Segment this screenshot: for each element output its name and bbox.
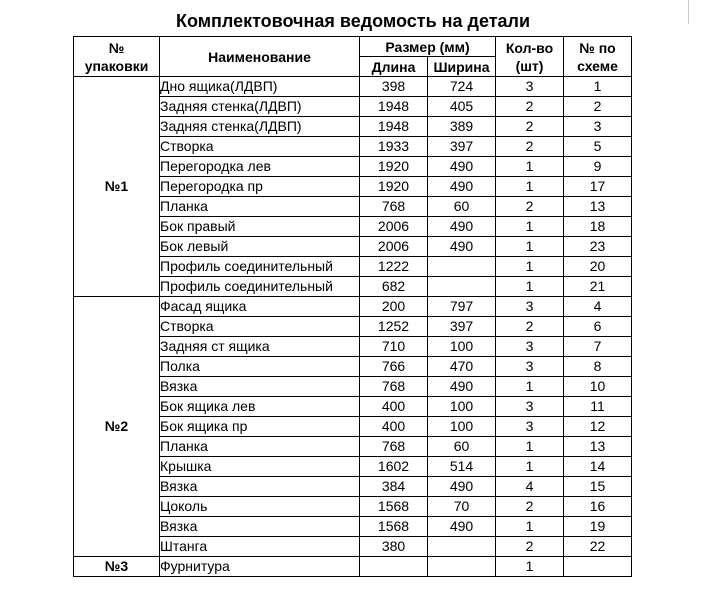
part-width: 100 [428,397,496,417]
part-name: Цоколь [160,497,360,517]
part-length: 682 [360,277,428,297]
pack-number: №1 [74,77,160,297]
part-length: 384 [360,477,428,497]
part-name: Задняя ст ящика [160,337,360,357]
scheme-number: 17 [564,177,632,197]
page-edge-line [688,0,689,24]
part-length: 710 [360,337,428,357]
part-name: Задняя стенка(ЛДВП) [160,97,360,117]
part-quantity: 1 [496,257,564,277]
part-name: Профиль соединительный [160,257,360,277]
scheme-number: 18 [564,217,632,237]
part-length: 2006 [360,217,428,237]
part-width: 490 [428,217,496,237]
part-quantity: 3 [496,337,564,357]
part-quantity: 3 [496,417,564,437]
part-width: 70 [428,497,496,517]
table-row [74,297,632,317]
part-quantity: 1 [496,217,564,237]
header-qty-line2: (шт) [515,57,544,74]
part-length: 768 [360,197,428,217]
header-name: Наименование [160,37,360,77]
part-name: Планка [160,197,360,217]
scheme-number: 19 [564,517,632,537]
pack-number: №3 [74,557,160,577]
part-quantity: 2 [496,197,564,217]
scheme-number: 13 [564,437,632,457]
part-length: 768 [360,377,428,397]
scheme-number: 4 [564,297,632,317]
part-name: Бок правый [160,217,360,237]
part-width: 724 [428,77,496,97]
part-name: Задняя стенка(ЛДВП) [160,117,360,137]
part-quantity: 1 [496,557,564,577]
scheme-number: 2 [564,97,632,117]
header-scheme-line1: № по [579,39,616,56]
part-name: Створка [160,137,360,157]
part-name: Вязка [160,377,360,397]
part-width [428,257,496,277]
part-length: 1568 [360,497,428,517]
header-pack-line2: упаковки [84,57,149,74]
scheme-number: 6 [564,317,632,337]
part-name: Дно ящика(ЛДВП) [160,77,360,97]
scheme-number: 11 [564,397,632,417]
part-quantity: 2 [496,117,564,137]
part-length [360,557,428,577]
part-width: 100 [428,417,496,437]
scheme-number: 7 [564,337,632,357]
part-width: 490 [428,477,496,497]
part-width: 60 [428,197,496,217]
part-length: 1933 [360,137,428,157]
part-quantity: 1 [496,277,564,297]
part-width [428,557,496,577]
part-width: 397 [428,317,496,337]
part-quantity: 3 [496,397,564,417]
part-width: 490 [428,237,496,257]
scheme-number: 15 [564,477,632,497]
scheme-number [564,557,632,577]
part-length: 2006 [360,237,428,257]
parts-table [73,36,632,577]
part-name: Бок левый [160,237,360,257]
part-name: Перегородка пр [160,177,360,197]
part-width: 100 [428,337,496,357]
header-scheme-line2: схеме [577,57,618,74]
header-qty-line1: Кол-во [505,39,554,56]
part-quantity: 2 [496,137,564,157]
scheme-number: 22 [564,537,632,557]
part-length: 380 [360,537,428,557]
part-quantity: 2 [496,97,564,117]
part-name: Штанга [160,537,360,557]
part-quantity: 3 [496,297,564,317]
header-pack [74,37,160,77]
part-width: 490 [428,517,496,537]
part-quantity: 1 [496,377,564,397]
part-length: 1920 [360,177,428,197]
part-width: 405 [428,97,496,117]
scheme-number: 23 [564,237,632,257]
part-name: Створка [160,317,360,337]
scheme-number: 8 [564,357,632,377]
part-quantity: 1 [496,237,564,257]
part-width: 490 [428,377,496,397]
part-width: 490 [428,157,496,177]
scheme-number: 1 [564,77,632,97]
part-width: 60 [428,437,496,457]
part-quantity: 3 [496,357,564,377]
part-length: 400 [360,417,428,437]
table-row [74,557,632,577]
part-width: 514 [428,457,496,477]
scheme-number: 5 [564,137,632,157]
part-length: 1948 [360,97,428,117]
pack-number: №2 [74,297,160,557]
part-name: Бок ящика лев [160,397,360,417]
part-length: 400 [360,397,428,417]
part-length: 1948 [360,117,428,137]
part-quantity: 2 [496,317,564,337]
part-name: Полка [160,357,360,377]
scheme-number: 13 [564,197,632,217]
part-length: 1602 [360,457,428,477]
header-size: Размер (мм) [360,37,496,57]
part-name: Перегородка лев [160,157,360,177]
part-width: 797 [428,297,496,317]
part-name: Планка [160,437,360,457]
scheme-number: 21 [564,277,632,297]
part-quantity: 4 [496,477,564,497]
part-name: Вязка [160,517,360,537]
part-name: Фурнитура [160,557,360,577]
part-length: 398 [360,77,428,97]
header-pack-line1: № [108,39,125,56]
part-name: Бок ящика пр [160,417,360,437]
part-length: 200 [360,297,428,317]
part-name: Вязка [160,477,360,497]
header-width: Ширина [428,57,496,77]
part-width [428,277,496,297]
part-quantity: 1 [496,157,564,177]
part-quantity: 1 [496,177,564,197]
part-width [428,537,496,557]
part-quantity: 1 [496,457,564,477]
header-qty [496,37,564,77]
part-quantity: 3 [496,77,564,97]
part-quantity: 1 [496,437,564,457]
part-name: Крышка [160,457,360,477]
part-length: 1568 [360,517,428,537]
part-quantity: 2 [496,537,564,557]
part-width: 490 [428,177,496,197]
table-row [74,77,632,97]
part-width: 397 [428,137,496,157]
part-width: 470 [428,357,496,377]
part-length: 768 [360,437,428,457]
part-length: 1222 [360,257,428,277]
part-name: Фасад ящика [160,297,360,317]
scheme-number: 10 [564,377,632,397]
scheme-number: 20 [564,257,632,277]
header-scheme [564,37,632,77]
part-width: 389 [428,117,496,137]
document-title: Комплектовочная ведомость на детали [175,11,531,31]
scheme-number: 12 [564,417,632,437]
table-body [74,77,632,577]
header-length: Длина [360,57,428,77]
part-length: 1252 [360,317,428,337]
part-length: 1920 [360,157,428,177]
part-name: Профиль соединительный [160,277,360,297]
scheme-number: 3 [564,117,632,137]
scheme-number: 14 [564,457,632,477]
part-length: 766 [360,357,428,377]
scheme-number: 9 [564,157,632,177]
part-quantity: 1 [496,517,564,537]
part-quantity: 2 [496,497,564,517]
scheme-number: 16 [564,497,632,517]
